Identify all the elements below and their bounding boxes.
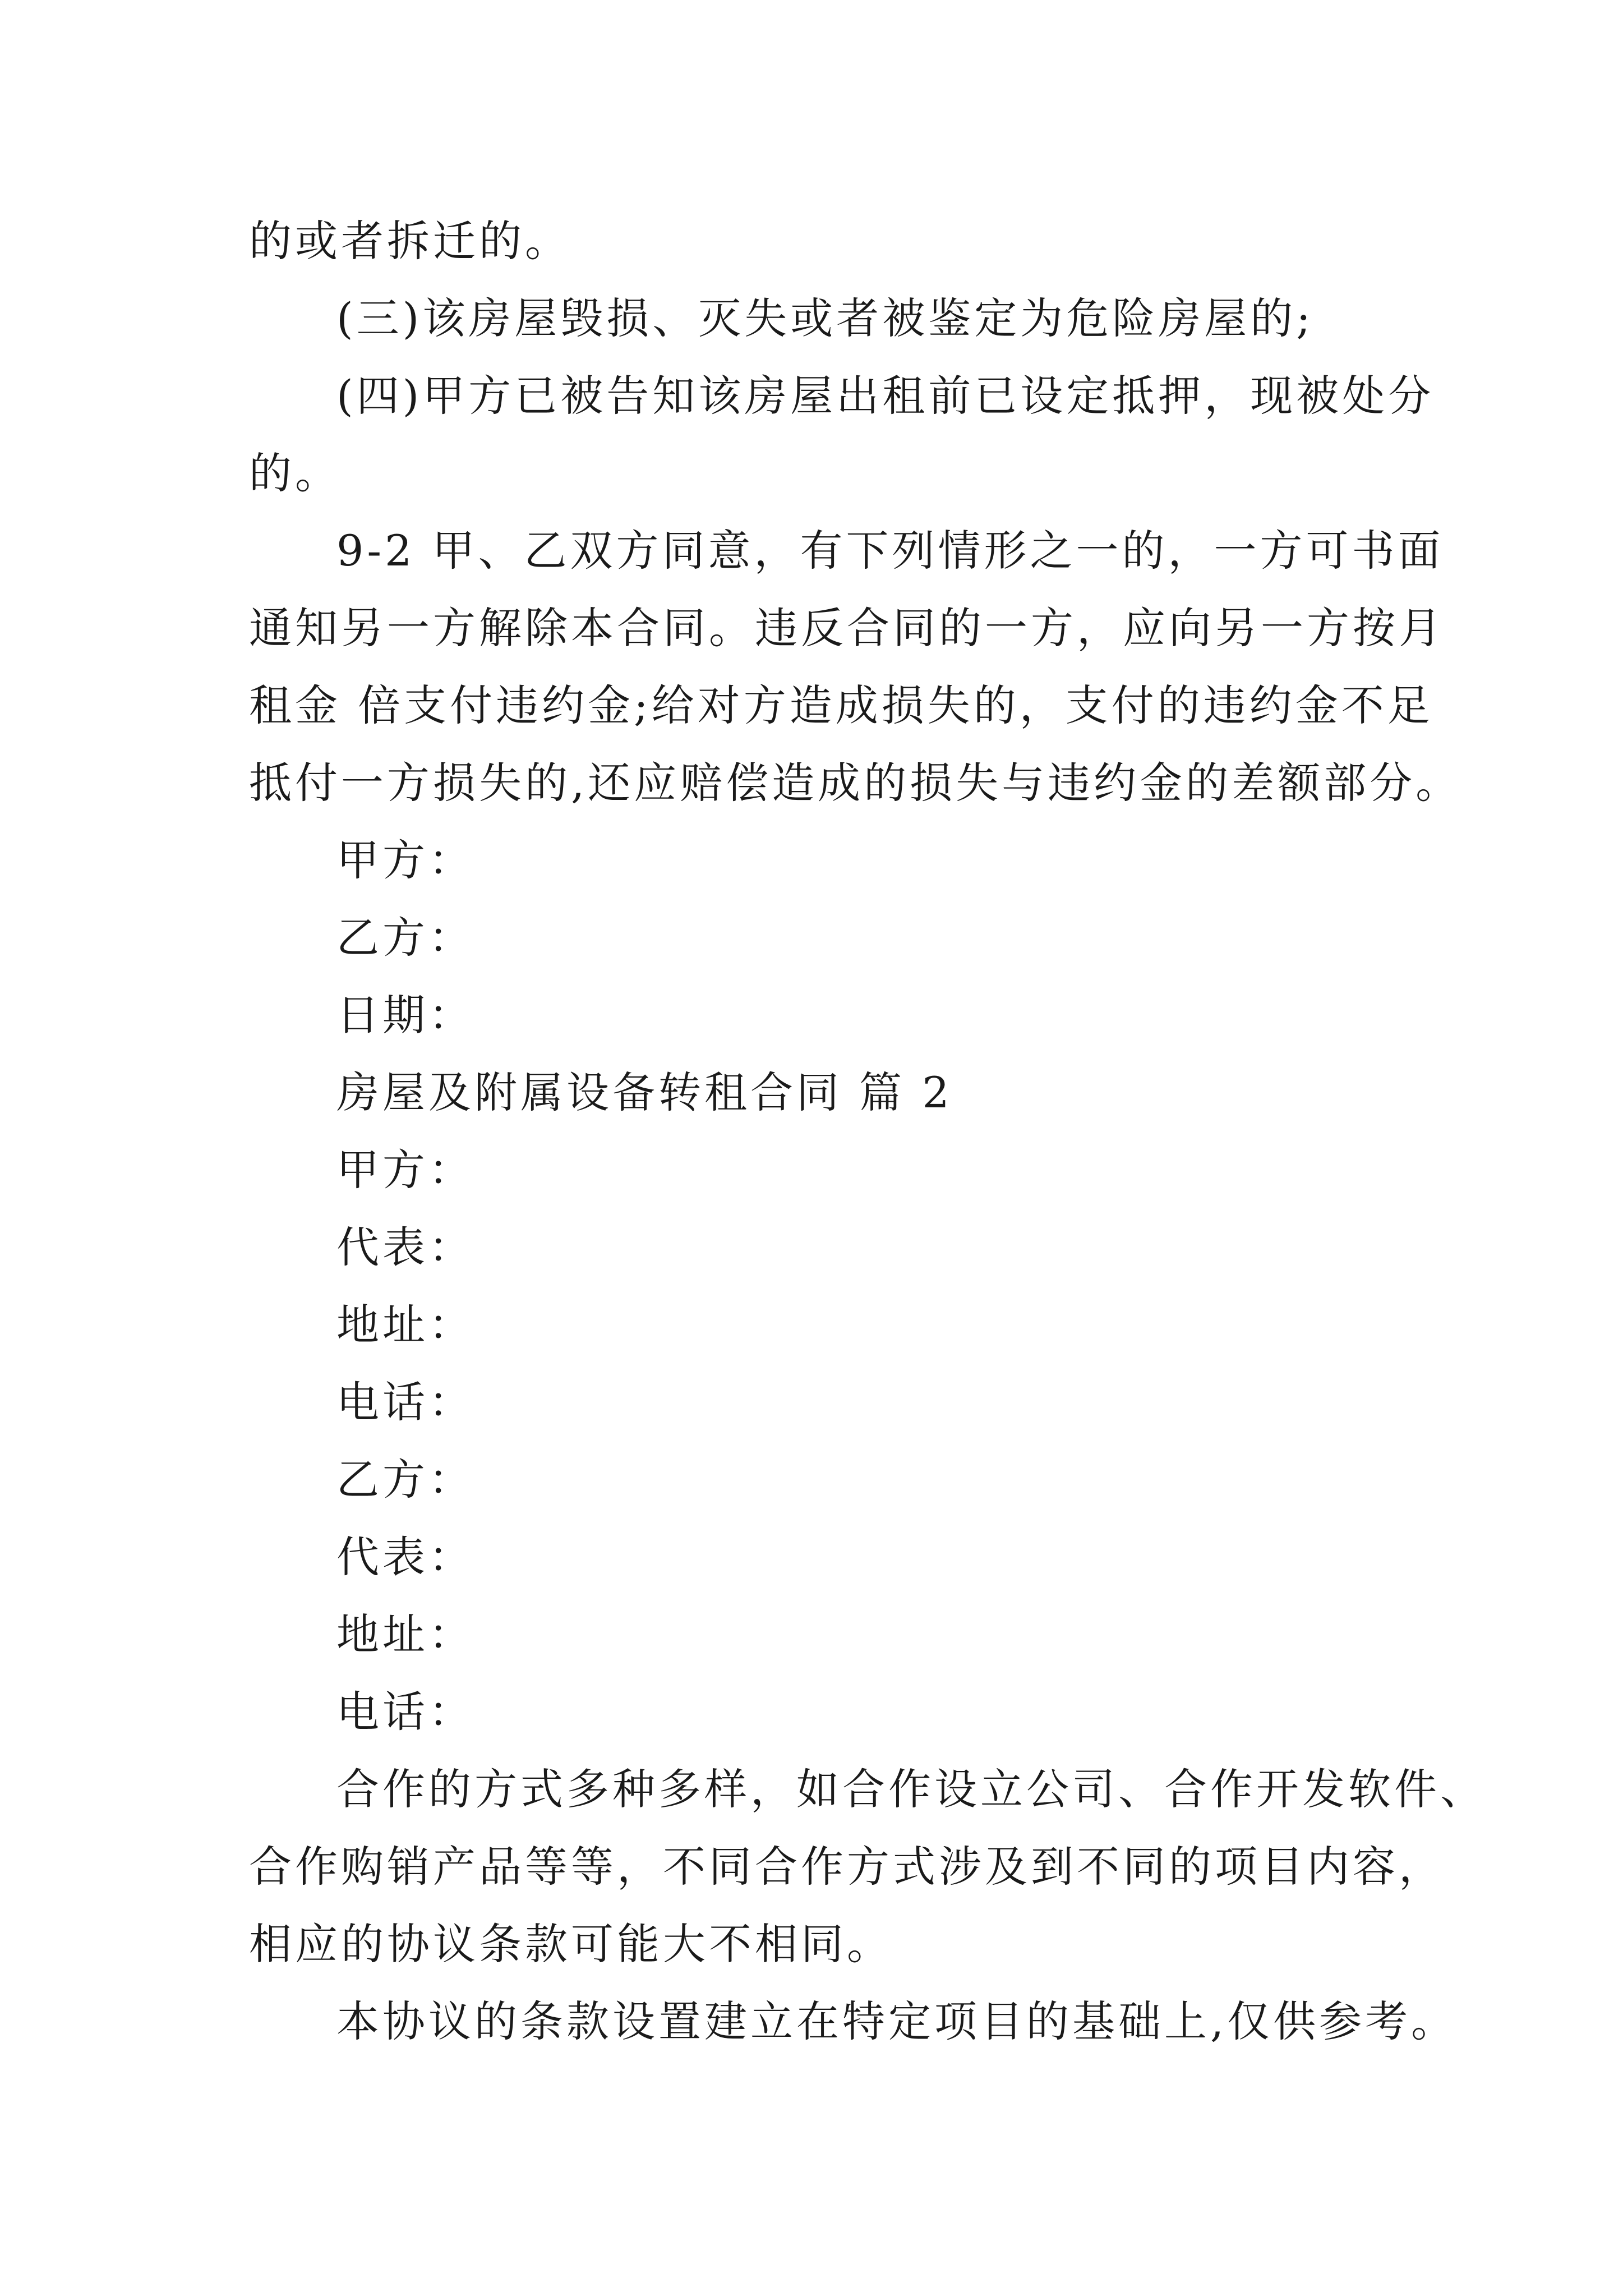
- text-line: 通知另一方解除本合同。违反合同的一方，应向另一方按月: [249, 603, 1445, 653]
- text-line: 租金 倍支付违约金;给对方造成损失的，支付的违约金不足: [249, 680, 1433, 730]
- text-line: 地址：: [336, 1609, 474, 1659]
- text-line: 合作的方式多种多样，如合作设立公司、合作开发软件、: [336, 1764, 1486, 1814]
- text-line: 电话：: [336, 1687, 474, 1737]
- text-line: 甲方：: [336, 835, 474, 885]
- text-line: 抵付一方损失的,还应赔偿造成的损失与违约金的差额部分。: [249, 758, 1462, 808]
- text-line: 的或者拆迁的。: [249, 216, 571, 266]
- text-line: 的。: [249, 448, 341, 498]
- text-line: 本协议的条款设置建立在特定项目的基础上,仅供参考。: [336, 1996, 1458, 2046]
- text-line: 乙方：: [336, 913, 474, 963]
- text-line: 乙方：: [336, 1455, 474, 1504]
- text-line: (三)该房屋毁损、灭失或者被鉴定为危险房屋的;: [336, 293, 1314, 343]
- text-line: 合作购销产品等等，不同合作方式涉及到不同的项目内容，: [249, 1842, 1445, 1892]
- text-line: 相应的协议条款可能大不相同。: [249, 1919, 893, 1969]
- section-heading: 房屋及附属设备转租合同 篇 2: [336, 1068, 953, 1117]
- text-line: (四)甲方已被告知该房屋出租前已设定抵押，现被处分: [336, 371, 1435, 421]
- text-line: 代表：: [336, 1532, 474, 1582]
- text-line: 日期：: [336, 990, 474, 1040]
- text-line: 电话：: [336, 1377, 474, 1427]
- text-line: 代表：: [336, 1222, 474, 1272]
- text-line: 9-2 甲、乙双方同意，有下列情形之一的，一方可书面: [336, 526, 1444, 576]
- text-line: 地址：: [336, 1300, 474, 1350]
- text-line: 甲方：: [336, 1145, 474, 1195]
